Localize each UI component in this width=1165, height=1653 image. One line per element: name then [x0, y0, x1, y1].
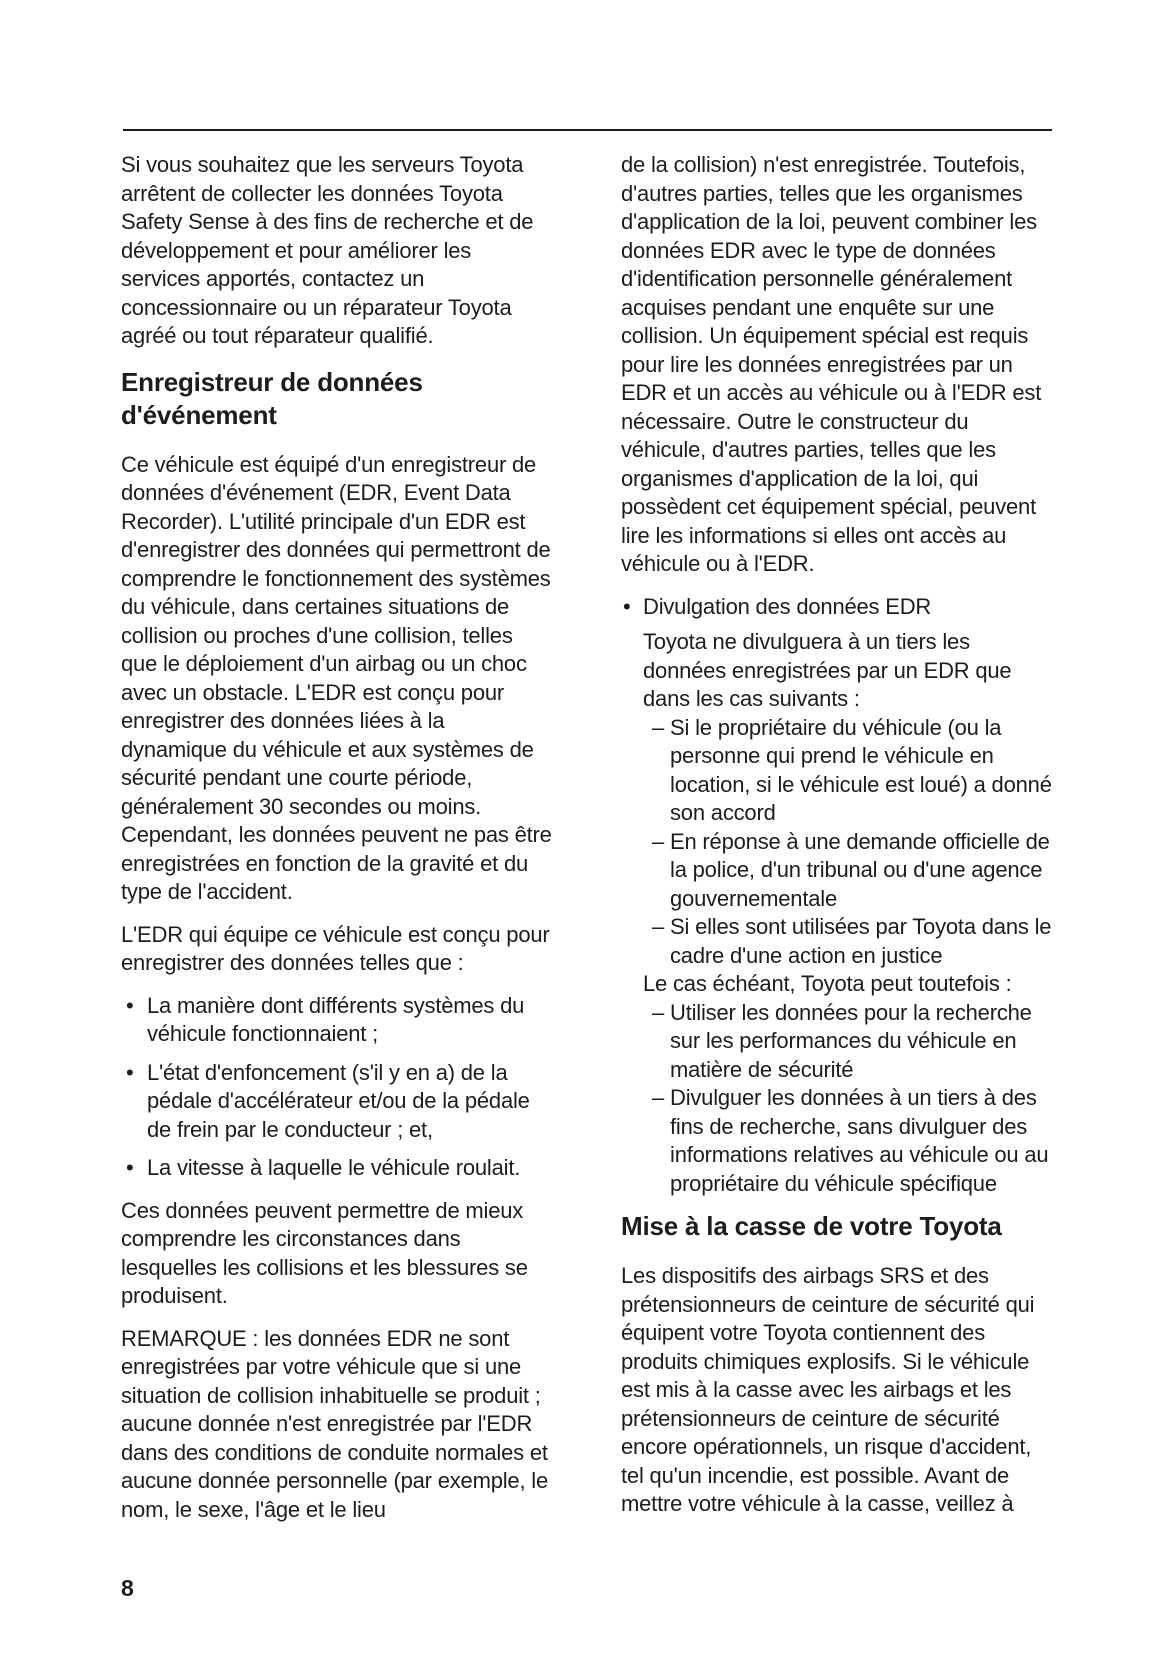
dash-marker: –: [652, 999, 665, 1025]
sub-section-disclosure: [643, 628, 1058, 1198]
paragraph-scrapping: Les dispositifs des airbags SRS et des prétensionneurs de ceinture de sécurité qui équipent votre Toyota contiennent des produits chimiques explosifs. Si le véhicule est mis à la casse avec les airbags et les prétensionneurs de ceinture de sécurité encore opérationnels, un risque d'accident, tel qu'un incendie, est possible. Avant de mettre votre véhicule à la casse, veillez à: [621, 1263, 1035, 1516]
bullet-marker: •: [126, 992, 134, 1018]
bullet-marker: •: [126, 1059, 134, 1085]
section-heading-edr: Enregistreur de données d'événement: [121, 366, 423, 430]
dash-text: Si elles sont utilisées par Toyota dans le cadre d'une action en justice: [670, 914, 1052, 968]
paragraph-toutefois: Le cas échéant, Toyota peut toutefois :: [643, 971, 1012, 996]
right-column: [621, 151, 1058, 1538]
bullet-list-item: [621, 593, 1058, 622]
dash-text: Utiliser les données pour la recherche sur les performances du véhicule en matière de sécurité: [670, 999, 1032, 1082]
paragraph-data-usage: Ces données peuvent permettre de mieux comprendre les circonstances dans lesquelles les collisions et les blessures se produisent.: [121, 1197, 528, 1308]
bullet-list-item: [121, 1154, 553, 1183]
dash-text: Si le propriétaire du véhicule (ou la personne qui prend le véhicule en location, si le véhicule est loué) a donné son accord: [670, 714, 1052, 825]
dash-list-item: [652, 714, 1058, 828]
section-heading-scrapping: Mise à la casse de votre Toyota: [621, 1211, 1002, 1241]
bullet-list-item: [121, 992, 553, 1049]
dash-marker: –: [652, 828, 665, 854]
bullet-text: L'état d'enfoncement (s'il y en a) de la pédale d'accélérateur et/ou de la pédale de frein par le conducteur ; et,: [147, 1059, 530, 1142]
dash-text: Divulguer les données à un tiers à des fins de recherche, sans divulguer des informations relatives au véhicule ou au propriétaire du véhicule spécifique: [670, 1085, 1049, 1196]
page-content: [121, 151, 1058, 1538]
dash-list-item: [652, 828, 1058, 914]
dash-text: En réponse à une demande officielle de la police, d'un tribunal ou d'une agence gouvernementale: [670, 828, 1050, 911]
dash-marker: –: [652, 1085, 665, 1110]
header-rule: [123, 129, 1052, 131]
bullet-text: La vitesse à laquelle le véhicule roulait.: [147, 1155, 521, 1180]
paragraph-disclosure-intro: Toyota ne divulguera à un tiers les données enregistrées par un EDR que dans les cas suivants :: [643, 629, 1012, 711]
dash-list-item: [652, 913, 1058, 970]
paragraph-edr-list-intro: L'EDR qui équipe ce véhicule est conçu pour enregistrer des données telles que :: [121, 921, 550, 975]
bullet-marker: •: [623, 593, 631, 619]
dash-list-item: [652, 1084, 1058, 1198]
bullet-marker: •: [126, 1155, 134, 1180]
paragraph-intro: Si vous souhaitez que les serveurs Toyota arrêtent de collecter les données Toyota Safety Sense à des fins de recherche et de développement et pour améliorer les services apportés, contactez un concessionnaire ou un réparateur Toyota agréé ou tout réparateur qualifié.: [121, 152, 534, 348]
dash-marker: –: [652, 914, 665, 939]
paragraph-edr-description: Ce véhicule est équipé d'un enregistreur de données d'événement (EDR, Event Data Recorder). L'utilité principale d'un EDR est d'enregistrer des données qui permettront de comprendre le fonctionnement des systèmes du véhicule, dans certaines situations de collision ou proches d'une collision, telles que le déploiement d'un airbag ou un choc avec un obstacle. L'EDR est conçu pour enregistrer des données liées à la dynamique du véhicule et aux systèmes de sécurité pendant une courte période, généralement 30 secondes ou moins. Cependant, les données peuvent ne pas être enregistrées en fonction de la gravité et du type de l'accident.: [121, 451, 552, 904]
paragraph-edr-access: de la collision) n'est enregistrée. Toutefois, d'autres parties, telles que les organismes d'application de la loi, peuvent combiner les données EDR avec le type de données d'identification personnelle généralement acquises pendant une enquête sur une collision. Un équipement spécial est requis pour lire les données enregistrées par un EDR et un accès au véhicule ou à l'EDR est nécessaire. Outre le constructeur du véhicule, d'autres parties, telles que les organismes d'application de la loi, qui possèdent cet équipement spécial, peuvent lire les informations si elles ont accès au véhicule ou à l'EDR.: [621, 152, 1042, 576]
bullet-text: Divulgation des données EDR: [643, 593, 932, 619]
left-column: [121, 151, 553, 1538]
bullet-list: [121, 992, 553, 1183]
dash-marker: –: [652, 714, 665, 740]
bullet-text: La manière dont différents systèmes du véhicule fonctionnaient ;: [147, 992, 525, 1046]
page-number: 8: [121, 1575, 134, 1601]
paragraph-remark: REMARQUE : les données EDR ne sont enregistrées par votre véhicule que si une situation de collision inhabituelle se produit ; aucune donnée n'est enregistrée par l'EDR dans des conditions de conduite normales et aucune donnée personnelle (par exemple, le nom, le sexe, l'âge et le lieu: [121, 1325, 549, 1522]
dash-list-item: [652, 999, 1058, 1085]
bullet-list-item: [121, 1059, 553, 1145]
